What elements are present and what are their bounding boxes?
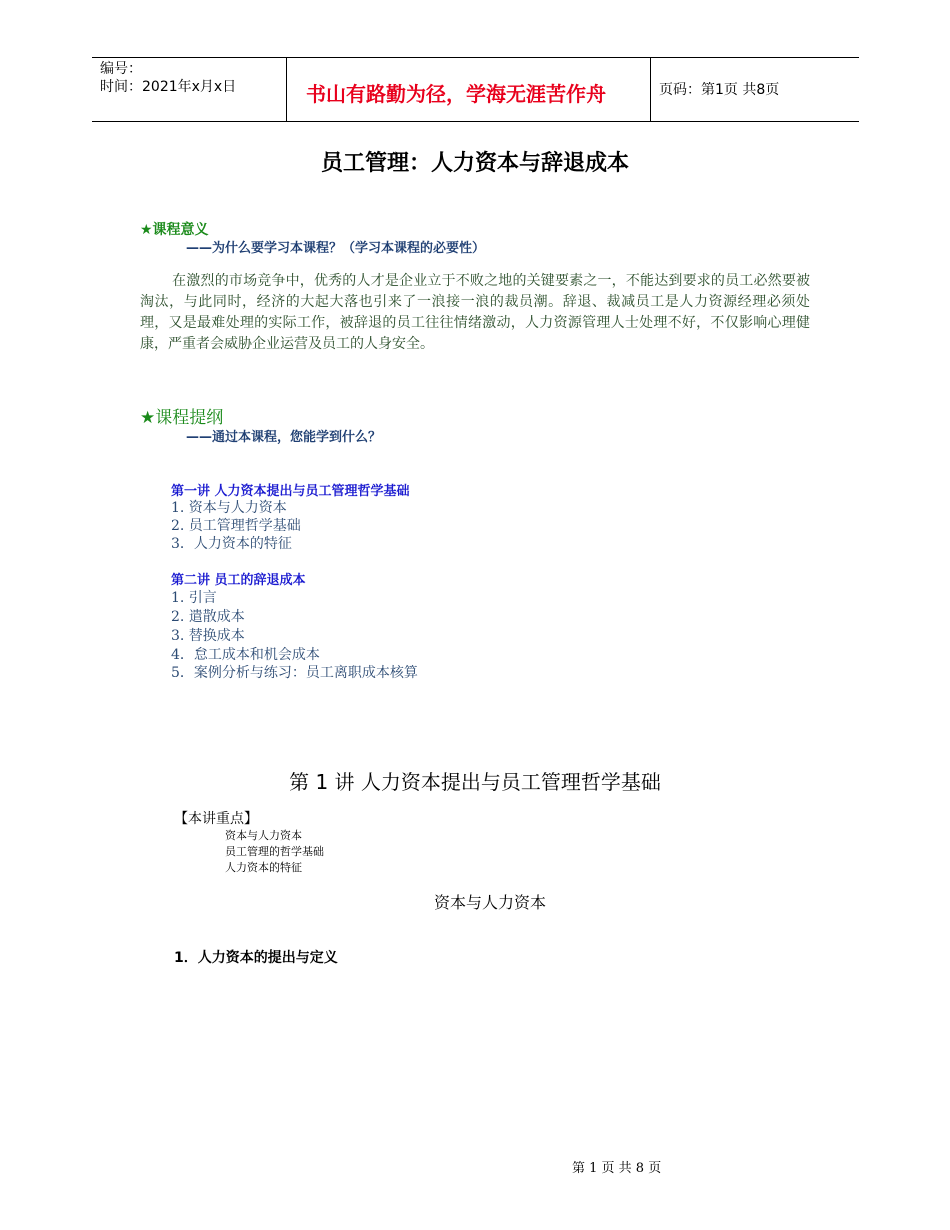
course-outline-subheading: ——通过本课程，您能学到什么？ — [186, 430, 382, 445]
list-item: 1. 资本与人力资本 — [171, 500, 287, 516]
list-item: 1. 引言 — [171, 590, 217, 606]
key-point-item: 人力资本的特征 — [225, 861, 302, 874]
list-item: 3. 替换成本 — [171, 628, 245, 644]
key-point-item: 员工管理的哲学基础 — [225, 845, 324, 858]
section-title: 资本与人力资本 — [433, 893, 546, 912]
list-item: 2. 员工管理哲学基础 — [171, 518, 301, 534]
course-meaning-paragraph: 在激烈的市场竞争中，优秀的人才是企业立于不败之地的关键要素之一，不能达到要求的员工必然要被淘汰，与此同时，经济的大起大落也引来了一浪接一浪的裁员潮。辞退、裁减员工是人力资源经理必须处理，又是最难处理的实际工作，被辞退的员工往往情绪激动，人力资源管理人士处理不好，不仅影响心理健康，严重者会威胁企业运营及员工的人身安全。 — [140, 273, 810, 352]
header-bottom-rule — [92, 121, 859, 122]
page-info: 页码：第1页 共8页 — [659, 82, 780, 98]
number-label: 编号： — [100, 61, 142, 77]
header-divider-left — [286, 57, 287, 121]
list-item: 2. 遣散成本 — [171, 609, 245, 625]
lecture-1-title: 第 1 讲 人力资本提出与员工管理哲学基础 — [289, 770, 661, 794]
time-label: 时间：2021年x月x日 — [100, 79, 237, 95]
lecture-2-outline-title: 第二讲 员工的辞退成本 — [171, 573, 306, 588]
motto: 书山有路勤为径，学海无涯苦作舟 — [306, 82, 606, 106]
list-item: 3．人力资本的特征 — [171, 536, 292, 552]
key-point-item: 资本与人力资本 — [225, 829, 302, 842]
list-item: 4．怠工成本和机会成本 — [171, 647, 320, 663]
key-points-heading: 【本讲重点】 — [174, 811, 258, 827]
course-outline-heading: ★课程提纲 — [140, 408, 224, 428]
subsection-title: 1．人力资本的提出与定义 — [174, 950, 338, 966]
header-divider-right — [650, 57, 651, 121]
document-title: 员工管理：人力资本与辞退成本 — [320, 151, 629, 176]
header-top-rule — [92, 57, 859, 58]
course-meaning-subheading: ——为什么要学习本课程？（学习本课程的必要性） — [186, 241, 486, 256]
course-meaning-heading: ★课程意义 — [140, 222, 209, 238]
page-footer: 第 1 页 共 8 页 — [572, 1161, 662, 1176]
lecture-1-outline-title: 第一讲 人力资本提出与员工管理哲学基础 — [171, 484, 410, 499]
list-item: 5．案例分析与练习：员工离职成本核算 — [171, 665, 418, 681]
